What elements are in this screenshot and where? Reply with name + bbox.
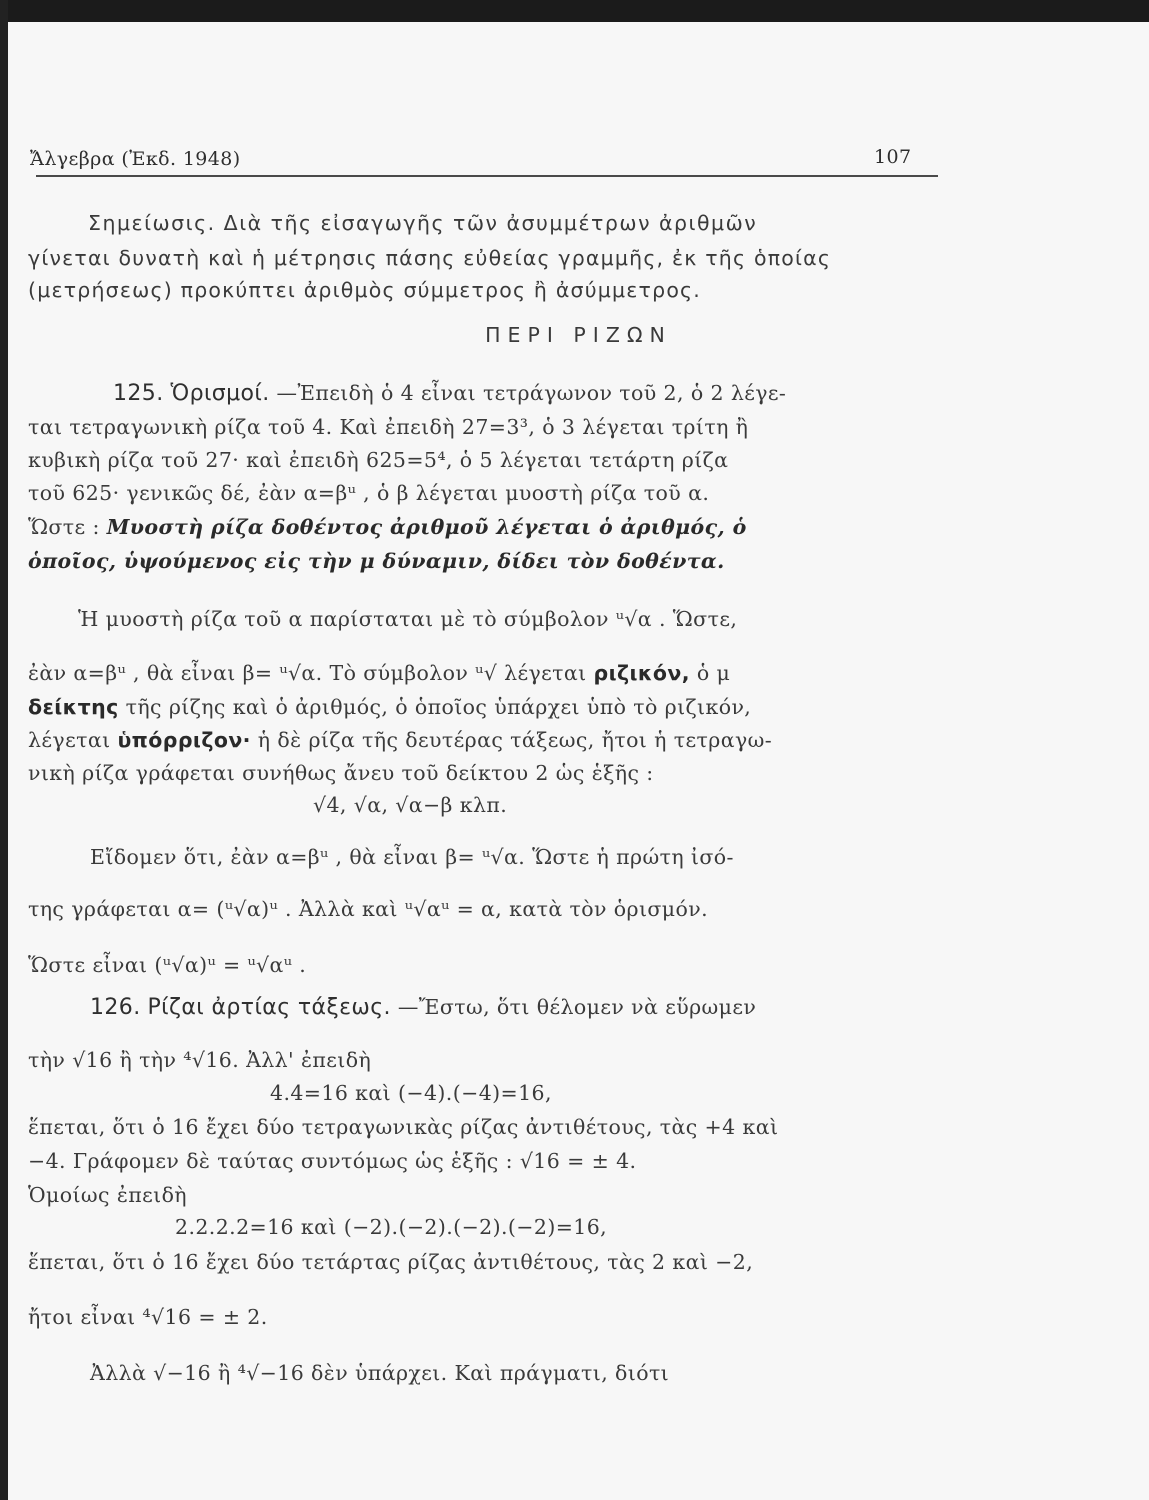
- para-126-line-9: ἤτοι εἶναι ⁴√16 = ± 2.: [28, 1305, 268, 1329]
- para-125-line-8: [28, 660, 730, 686]
- line-9-text: τῆς ρίζης καὶ ὁ ἀριθμός, ὁ ὁποῖος ὑπάρχει ὑπὸ τὸ ριζικόν,: [125, 695, 752, 719]
- line-8-end: ὁ μ: [696, 661, 731, 685]
- para-125-line-5: [28, 514, 747, 540]
- line-10-lead: λέγεται: [28, 728, 111, 752]
- para-125-line-9: [28, 694, 751, 720]
- definition-text: Μυοστὴ ρίζα δοθέντος ἀριθμοῦ λέγεται ὁ ἀριθμός, ὁ: [106, 515, 747, 539]
- para-125-line-13: Εἴδομεν ὅτι, ἐὰν α=βᵘ , θὰ εἶναι β= ᵘ√α. Ὥστε ἡ πρώτη ἰσό-: [90, 845, 734, 869]
- para-125-line-11: νικὴ ρίζα γράφεται συνήθως ἄνευ τοῦ δείκτου 2 ὡς ἑξῆς :: [28, 761, 654, 785]
- term-radical: ριζικόν,: [593, 661, 690, 685]
- para-125-line-15: Ὥστε εἶναι (ᵘ√α)ᵘ = ᵘ√αᵘ .: [28, 953, 307, 977]
- para-125-line-1: [113, 380, 786, 407]
- section-heading: ΠΕΡΙ ΡΙΖΩΝ: [485, 323, 672, 347]
- note-line-3: (μετρήσεως) προκύπτει ἀριθμὸς σύμμετρος ἢ ἀσύμμετρος.: [28, 278, 702, 302]
- para-125-line-3: κυβικὴ ρίζα τοῦ 27· καὶ ἐπειδὴ 625=5⁴, ὁ 5 λέγεται τετάρτη ρίζα: [28, 448, 729, 472]
- running-head: Ἄλγεβρα (Ἐκδ. 1948): [30, 148, 241, 170]
- term-index: δείκτης: [28, 695, 119, 719]
- scan-border-left: [0, 0, 8, 1500]
- para-126-line-1: [90, 994, 756, 1021]
- hence-lead: Ὥστε :: [28, 515, 100, 539]
- equation-1: 4.4=16 καὶ (−4).(−4)=16,: [270, 1081, 552, 1105]
- para-125-line-14: της γράφεται α= (ᵘ√α)ᵘ . Ἀλλὰ καὶ ᵘ√αᵘ = α, κατὰ τὸν ὁρισμόν.: [28, 897, 709, 921]
- line-8-text: ἐὰν α=βᵘ , θὰ εἶναι β= ᵘ√α. Τὸ σύμβολον ᵘ√ λέγεται: [28, 661, 587, 685]
- para-126-line-6: Ὁμοίως ἐπειδὴ: [28, 1183, 187, 1207]
- para-125-line-10: [28, 727, 772, 753]
- para-125-line-2: ται τετραγωνικὴ ρίζα τοῦ 4. Καὶ ἐπειδὴ 27=3³, ὁ 3 λέγεται τρίτη ἢ: [28, 415, 749, 439]
- para-125-number: 125.: [113, 381, 164, 406]
- equation-2: 2.2.2.2=16 καὶ (−2).(−2).(−2).(−2)=16,: [175, 1215, 608, 1239]
- para-126-line-5: −4. Γράφομεν δὲ ταύτας συντόμως ὡς ἑξῆς : √16 = ± 4.: [28, 1149, 637, 1173]
- para-126-line-4: ἕπεται, ὅτι ὁ 16 ἔχει δύο τετραγωνικὰς ρίζας ἀντιθέτους, τὰς +4 καὶ: [28, 1115, 779, 1139]
- definition-continued: ὁποῖος, ὑψούμενος εἰς τὴν μ δύναμιν, δίδει τὸν δοθέντα.: [28, 549, 725, 573]
- para-125-line-4: τοῦ 625· γενικῶς δέ, ἐὰν α=βᵘ , ὁ β λέγεται μυοστὴ ρίζα τοῦ α.: [28, 481, 710, 505]
- page-number: 107: [874, 146, 912, 168]
- para-126-title: Ρίζαι ἀρτίας τάξεως.: [147, 995, 391, 1020]
- para-126-line-8: ἕπεται, ὅτι ὁ 16 ἔχει δύο τετάρτας ρίζας ἀντιθέτους, τὰς 2 καὶ −2,: [28, 1250, 754, 1274]
- note-line-1: Σημείωσις. Διὰ τῆς εἰσαγωγῆς τῶν ἀσυμμέτρων ἀριθμῶν: [88, 211, 758, 235]
- book-page: [8, 22, 1149, 1500]
- para-126-text: —Ἔστω, ὅτι θέλομεν νὰ εὕρωμεν: [397, 995, 757, 1019]
- para-126-number: 126.: [90, 995, 141, 1020]
- para-125-line-7: Ἡ μυοστὴ ρίζα τοῦ α παρίσταται μὲ τὸ σύμβολον ᵘ√α . Ὥστε,: [78, 607, 738, 631]
- para-126-line-2: τὴν √16 ἢ τὴν ⁴√16. Ἀλλ' ἐπειδὴ: [28, 1048, 372, 1072]
- para-125-title: Ὁρισμοί.: [170, 381, 270, 406]
- root-examples: √4, √α, √α−β κλπ.: [313, 793, 508, 817]
- para-125-text: —Ἐπειδὴ ὁ 4 εἶναι τετράγωνον τοῦ 2, ὁ 2 λέγε-: [276, 381, 787, 405]
- note-line-2: γίνεται δυνατὴ καὶ ἡ μέτρησις πάσης εὐθείας γραμμῆς, ἐκ τῆς ὁποίας: [28, 246, 832, 270]
- term-radicand: ὑπόρριζον·: [117, 728, 251, 752]
- line-10-text: ἡ δὲ ρίζα τῆς δευτέρας τάξεως, ἤτοι ἡ τετραγω-: [257, 728, 773, 752]
- header-rule: [36, 175, 938, 177]
- para-126-line-10: Ἀλλὰ √−16 ἢ ⁴√−16 δὲν ὑπάρχει. Καὶ πράγματι, διότι: [90, 1361, 670, 1385]
- scan-border-top: [0, 0, 1149, 22]
